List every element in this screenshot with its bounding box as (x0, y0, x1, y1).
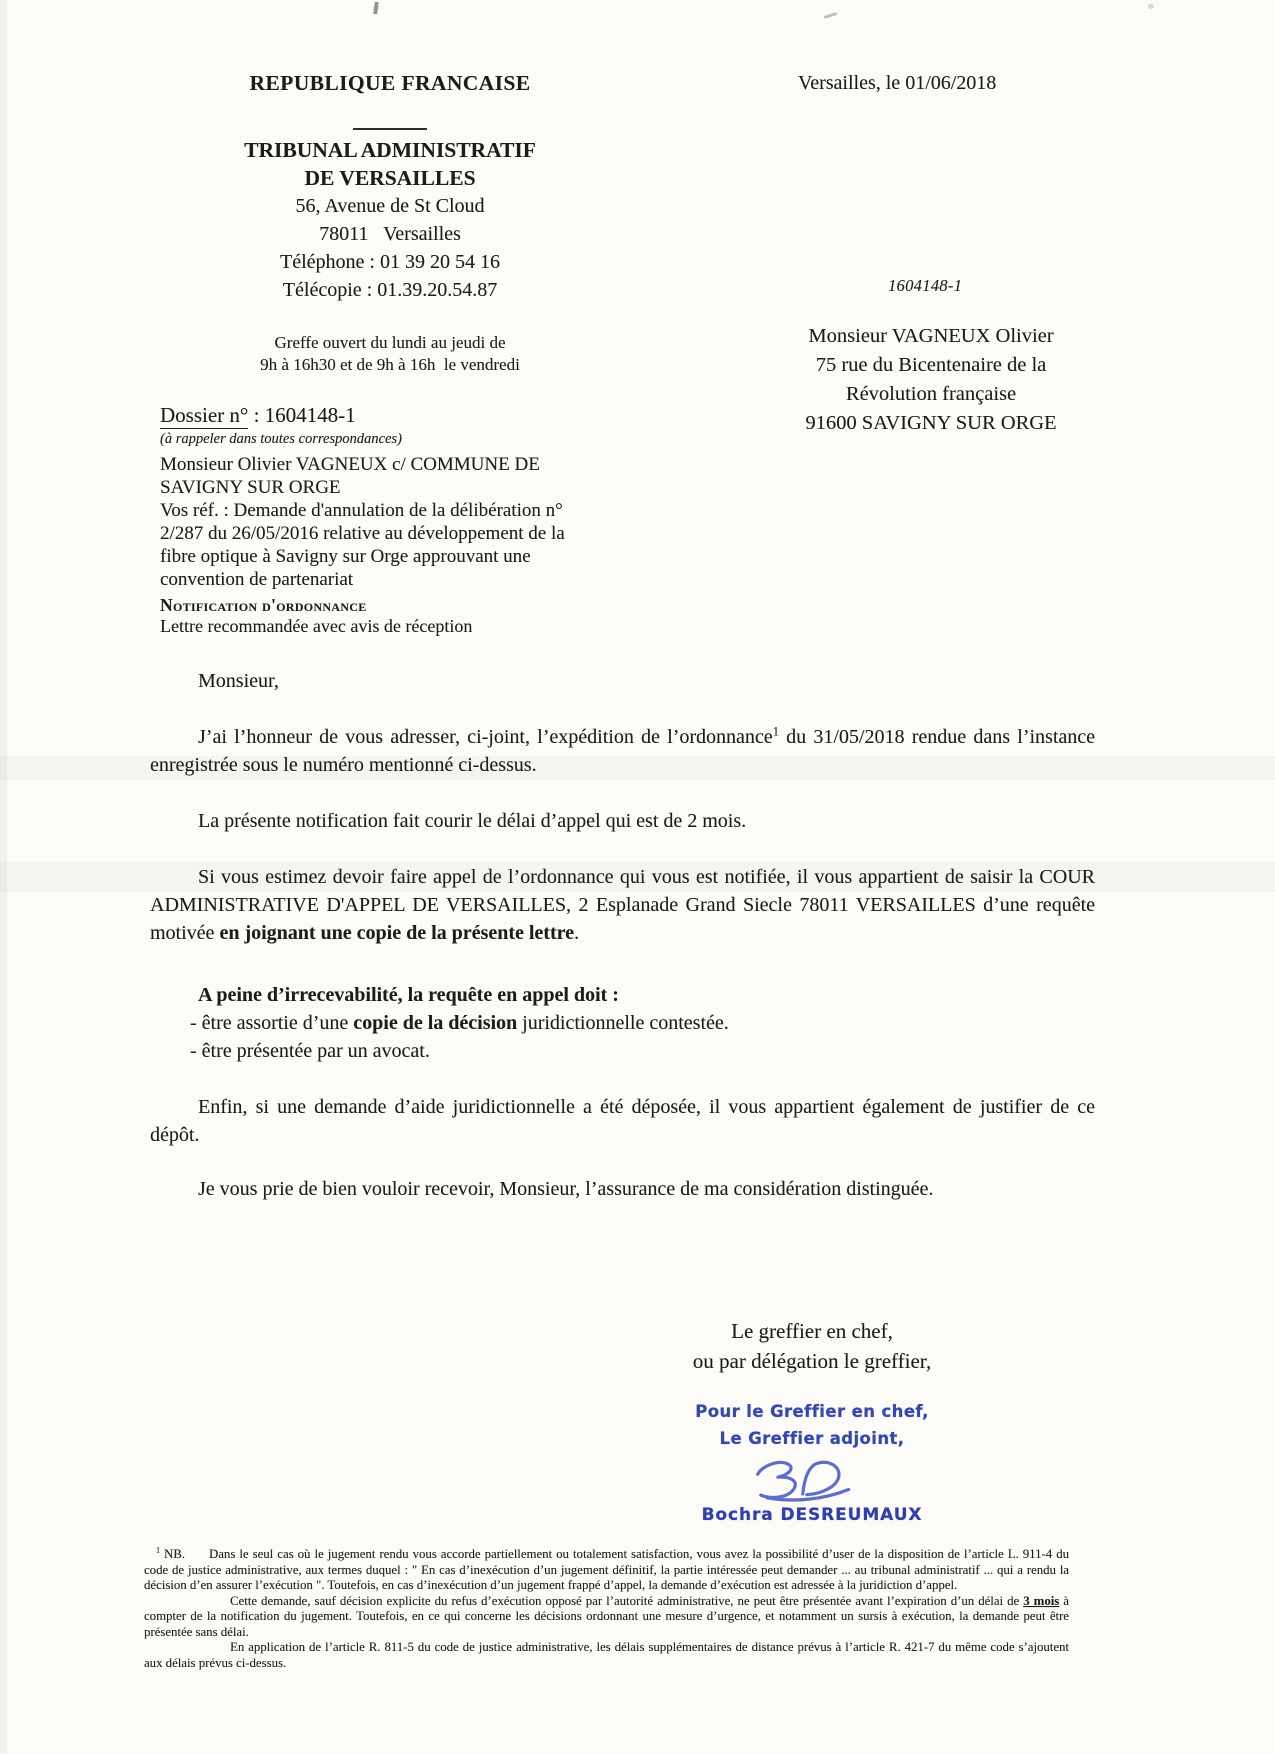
case-reference-handnote: 1604148-1 (888, 276, 963, 295)
item1-bold-text: copie de la décision (353, 1012, 518, 1034)
greffier-stamp-line1: Pour le Greffier en chef, (695, 1402, 929, 1421)
recipient-city: 91600 SAVIGNY SUR ORGE (805, 412, 1057, 434)
appeal-requirements-heading: A peine d’irrecevabilité, la requête en appel doit : (198, 984, 619, 1006)
item1-text: - être assortie d’une (190, 1012, 354, 1034)
footnote-paragraph-3: En application de l’article R. 811-5 du code de justice administrative, les délais supplémentaires de distance prévus à l’article R. 421-7 du même code s’ajoutent aux délais prévus ci-dessus. (144, 1640, 1069, 1670)
court-name-line1: TRIBUNAL ADMINISTRATIF (244, 138, 536, 162)
court-letterhead (160, 70, 620, 376)
court-fax: Télécopie : 01.39.20.54.87 (282, 279, 498, 301)
recipient-street: 75 rue du Bicentenaire de la (815, 354, 1047, 376)
case-parties-line1: Monsieur Olivier VAGNEUX c/ COMMUNE DE (160, 454, 540, 475)
court-street: 56, Avenue de St Cloud (295, 195, 485, 217)
case-subject-line1: Vos réf. : Demande d'annulation de la délibération n° (160, 500, 563, 521)
footnote (144, 1547, 1069, 1671)
item1-text-end: juridictionnelle contestée. (517, 1012, 729, 1034)
footnote-text-2-end: à compter de la notification du jugement. Toutefois, en ce qui concerne les décisions ordonnant une mesure d’urgence, et notamment un sursis à exécution, la demande peut être présentée sans délai. (144, 1593, 1069, 1639)
notification-title: Notification d'ordonnance (160, 595, 367, 615)
footnote-delay-highlight: 3 mois (1023, 1593, 1060, 1608)
signatory-name-stamp: Bochra DESREUMAUX (701, 1505, 923, 1525)
p3-text: Si vous estimez devoir faire appel de l’ordonnance qui vous est notifiée, il vous appartient de saisir la COUR ADMINISTRATIVE D'APPEL DE VERSAILLES, 2 Esplanade Grand Siecle 78011 VERSAILLES d’une requête motivée (150, 866, 1095, 944)
recipient-name: Monsieur VAGNEUX Olivier (808, 325, 1054, 347)
dossier-number (160, 402, 652, 428)
office-hours-line2: 9h à 16h30 et de 9h à 16h le vendredi (260, 355, 520, 374)
case-parties-line2: SAVIGNY SUR ORGE (160, 477, 341, 498)
scan-speck (1148, 4, 1154, 9)
footnote-paragraph-1 (144, 1547, 1069, 1594)
letter-date: Versailles, le 01/06/2018 (798, 72, 997, 94)
scan-edge-smudge (0, 0, 7, 1754)
p3-text-end: . (574, 922, 580, 944)
scan-speck (373, 2, 379, 14)
recipient-address (736, 322, 1126, 438)
office-hours (160, 332, 620, 376)
footnote-ref-marker: 1 (772, 724, 779, 739)
case-subject (160, 499, 652, 591)
letterhead-divider (353, 128, 427, 130)
signature-block (612, 1316, 1012, 1526)
appeal-requirement-item-1 (190, 1009, 1095, 1037)
dossier-label: Dossier n° (160, 403, 249, 427)
p3-bold-text: en joignant une copie de la présente lettre (219, 922, 575, 944)
salutation: Monsieur, (198, 670, 279, 692)
signature-title-line2: ou par délégation le greffier, (692, 1349, 932, 1373)
republic-title: REPUBLIQUE FRANCAISE (249, 71, 531, 95)
signature-initials-scribble (743, 1453, 857, 1505)
correspondence-reminder: (à rappeler dans toutes correspondances) (160, 431, 402, 447)
court-city: 78011 Versailles (319, 223, 461, 245)
case-block (160, 402, 652, 637)
footnote-text-1: Dans le seul cas où le jugement rendu vous accorde partiellement ou totalement satisfaction, vous avez la possibilité d’user de la disposition de l’article L. 911-4 du code de justice administrative, aux termes duquel : " En cas d’inexécution d’un jugement définitif, la partie intéressée peut demander ... au tribunal administratif ... qui a rendu la décision d’en assurer l’exécution ". Toutefois, en cas d’inexécution d’un jugement frappé d’appel, la demande d’exécution est adressée à la juridiction d’appel. (144, 1547, 1069, 1592)
appeal-requirement-item-2: - être présentée par un avocat. (190, 1040, 430, 1062)
footnote-number: 1 (156, 1545, 160, 1555)
p1-text: J’ai l’honneur de vous adresser, ci-joint, l’expédition de l’ordonnance (198, 726, 773, 748)
case-parties (160, 453, 652, 499)
registered-mail-note: Lettre recommandée avec avis de réception (160, 616, 473, 636)
p1-text-cont: du 31/05/2018 rendue dans l’instance enregistrée sous le numéro mentionné ci-dessus. (150, 726, 1096, 776)
court-name-line2: DE VERSAILLES (304, 166, 476, 190)
letter-body (150, 667, 1095, 1231)
scan-speck (824, 12, 837, 19)
footnote-paragraph-2 (144, 1594, 1069, 1641)
case-subject-line4: convention de partenariat (160, 569, 354, 590)
footnote-text-2: Cette demande, sauf décision explicite du refus d’exécution opposé par l’autorité administrative, ne peut être présentée avant l’expiration d’un délai de (230, 1593, 1024, 1608)
recipient-street2: Révolution française (845, 383, 1017, 405)
body-paragraph-1 (150, 723, 1095, 779)
office-hours-line1: Greffe ouvert du lundi au jeudi de (274, 333, 506, 352)
body-paragraph-2: La présente notification fait courir le délai d’appel qui est de 2 mois. (198, 810, 747, 832)
closing-paragraph: Je vous prie de bien vouloir recevoir, Monsieur, l’assurance de ma considération distinguée. (198, 1178, 934, 1200)
case-subject-line2: 2/287 du 26/05/2016 relative au développement de la (160, 523, 565, 544)
body-paragraph-5: Enfin, si une demande d’aide juridictionnelle a été déposée, il vous appartient également de justifier de ce dépôt. (150, 1096, 1095, 1146)
court-phone: Téléphone : 01 39 20 54 16 (280, 251, 500, 273)
signature-title-line1: Le greffier en chef, (731, 1319, 893, 1343)
case-subject-line3: fibre optique à Savigny sur Orge approuvant une (160, 546, 531, 567)
greffier-stamp-line2: Le Greffier adjoint, (719, 1429, 905, 1448)
dossier-value: : 1604148-1 (248, 403, 356, 427)
footnote-label: NB. (164, 1547, 185, 1561)
body-paragraph-3 (150, 863, 1095, 947)
greffier-stamp (612, 1398, 1012, 1452)
